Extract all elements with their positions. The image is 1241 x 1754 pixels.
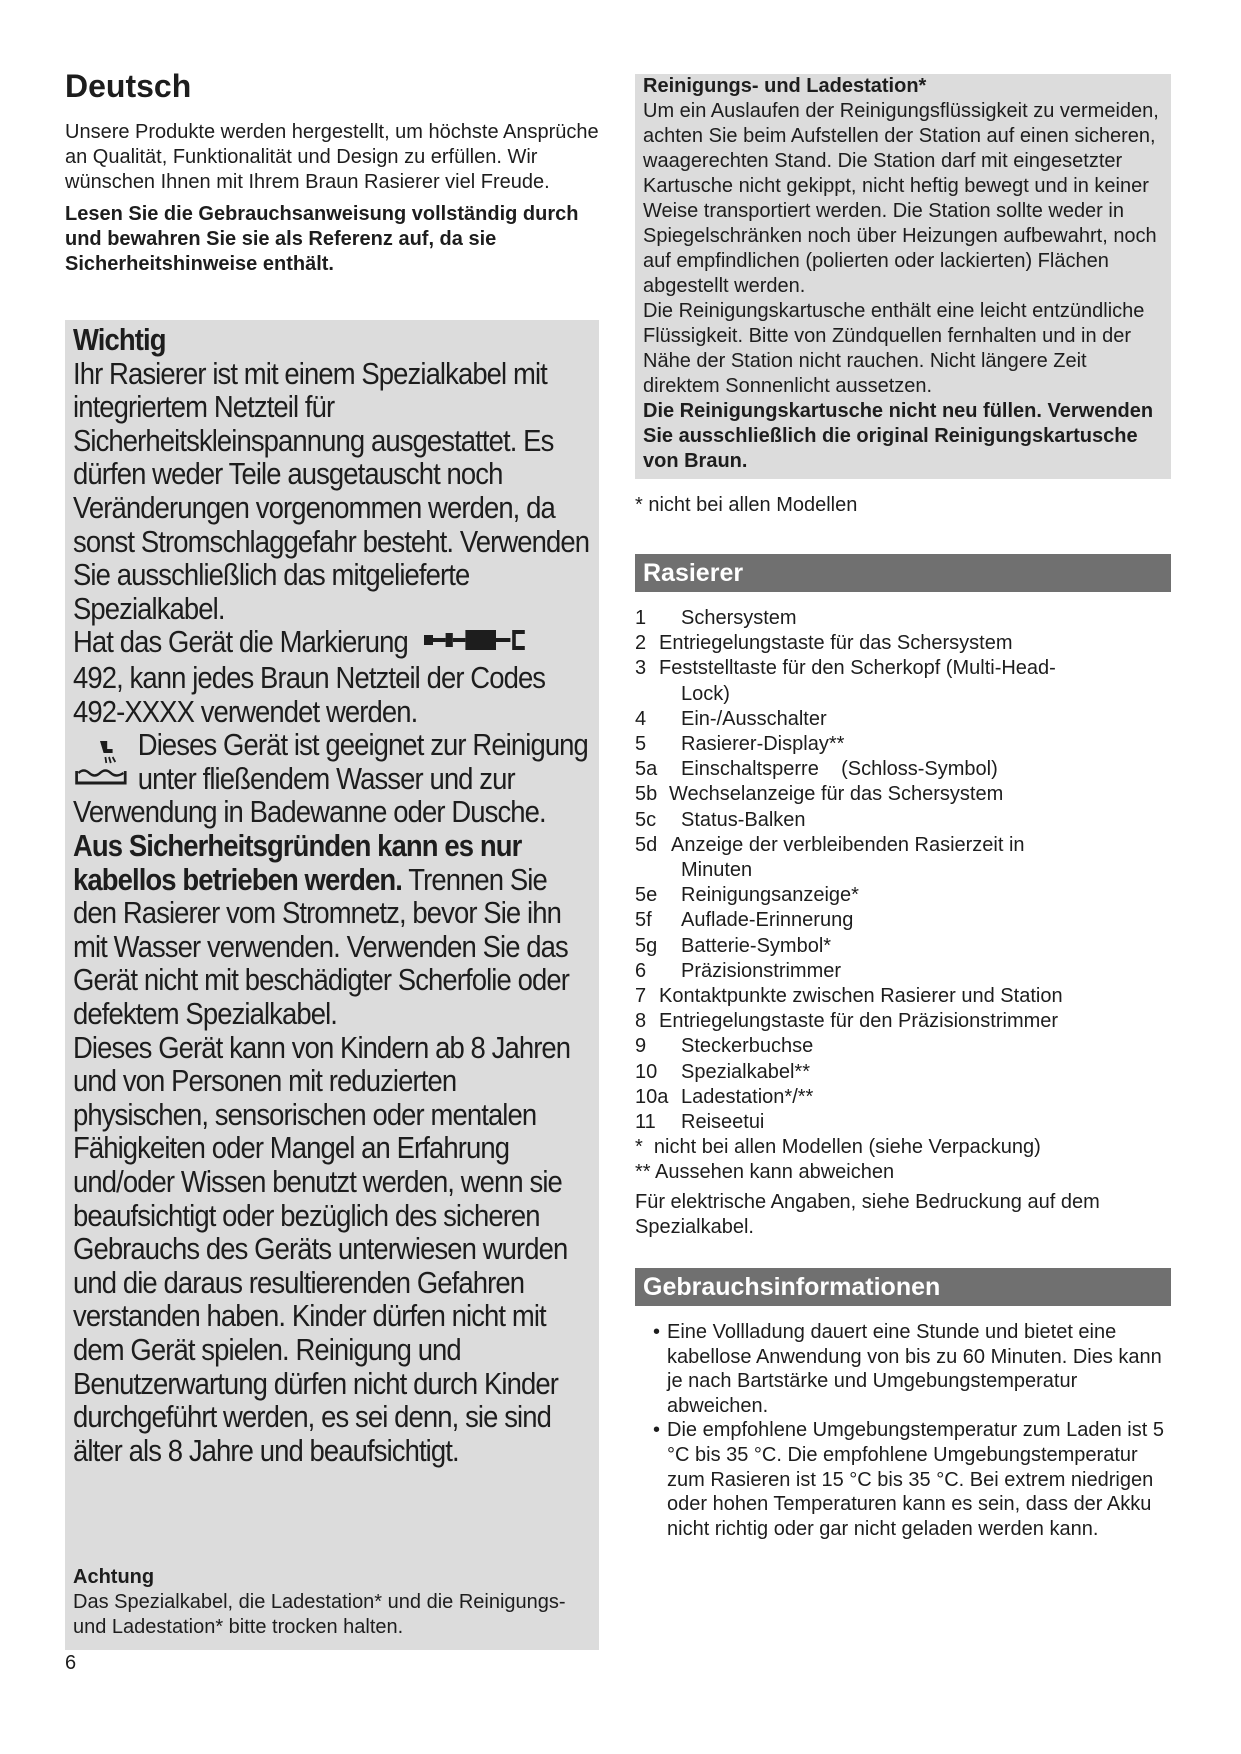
rinse-under-water-icon [73,737,129,795]
usage-list [635,1320,1175,1541]
list-item: 11 Reiseetui [635,1111,765,1134]
list-item: 6 Präzisionstrimmer [635,959,842,982]
language-heading: Deutsch [65,68,192,104]
list-item: • Die empfohlene Umgebungstemperatur zum Laden ist 5 °C bis 35 °C. Die empfohlene Umgebungstemperatur zum Rasieren ist 15 °C bis 35 °C. Bei extrem niedrigen oder hohen Temperaturen kann es sein, dass der Akku nicht richtig oder gar nicht geladen werden kann. [653,1419,1164,1540]
water-text-bold: Aus Sicherheitsgründen kann es nur kabellos betrieben werden. [73,829,522,897]
list-item: 10 Spezialkabel** [635,1060,810,1083]
list-item: 5c Status-Balken [635,808,806,831]
list-item: 10a Ladestation*/** [635,1085,814,1108]
section-bar-rasierer: Rasierer [635,554,1171,592]
caution-heading: Achtung [73,1566,155,1588]
list-item: 4 Ein-/Ausschalter [635,707,827,730]
important-box [65,320,599,1650]
list-item: 1 Schersystem [635,607,797,629]
station-heading: Reinigungs- und Ladestation* [643,75,927,97]
list-item: 5g Batterie-Symbol* [635,934,832,957]
marking-text-codes: 492, kann jedes Braun Netzteil der Codes 492-XXXX verwendet werden. [73,661,546,729]
electrical-info: Für elektrische Angaben, siehe Bedruckung auf dem Spezialkabel. [635,1190,1100,1238]
water-text-rest: Trennen Sie den Rasierer vom Stromnetz, bevor Sie ihn mit Wasser verwenden. Verwenden Sie das Gerät nicht mit beschädigter Scherfolie oder defektem Spezialkabel. [73,862,569,1032]
important-paragraph-marking [73,626,591,729]
caution-text: Das Spezialkabel, die Ladestation* und die Reinigungs- und Ladestation* bitte trocken halten. [73,1591,566,1638]
list-item: 5d Anzeige der verbleibenden Rasierzeit in [635,833,1025,856]
list-item: 8 Entriegelungstaste für den Präzisionstrimmer [635,1010,1059,1033]
station-box [635,74,1171,479]
marking-text: Hat das Gerät die Markierung [73,625,408,660]
important-paragraph-water [73,729,591,1031]
list-item: 3 Feststelltaste für den Scherkopf (Multi-Head- [635,657,1056,680]
station-footnote: * nicht bei allen Modellen [635,494,858,516]
list-item: 5b Wechselanzeige für das Schersystem [635,783,1004,806]
important-paragraph-children: Dieses Gerät kann von Kindern ab 8 Jahren und von Personen mit reduzierten physischen, sensorischen oder mentalen Fähigkeiten oder Mangel an Erfahrung und/oder Wissen benutzt werden, wenn sie beaufsichtigt oder bezüglich des sicheren Gebrauchs des Geräts unterwiesen wurden und die daraus resultierenden Gefahren verstanden haben. Kinder dürfen nicht mit dem Gerät spielen. Reinigung und Benutzerwartung dürfen nicht durch Kinder durchgeführt werden, es sei denn, sie sind älter als 8 Jahre und beaufsichtigt. [73,1030,571,1468]
left-column [65,66,605,277]
section-bar-gebrauch: Gebrauchsinformationen [635,1268,1171,1306]
page-number: 6 [65,1652,77,1674]
right-column [635,74,1175,1541]
parts-list [635,606,1175,1240]
intro-bold-text: Lesen Sie die Gebrauchsanweisung vollständig durch und bewahren Sie sie als Referenz auf, da sie Sicherheitshinweise enthält. [65,203,579,275]
station-paragraph-1: Um ein Auslaufen der Reinigungsflüssigkeit zu vermeiden, achten Sie beim Aufstellen der Station auf einen sicheren, waagerechten Stand. Die Station darf mit eingesetzter Kartusche nicht gekippt, nicht heftig bewegt und in keiner Weise transportiert werden. Die Station sollte weder in Spiegelschränken noch über Heizungen aufbewahrt, noch auf empfindlichen (polierten oder lackierten) Flächen abgestellt werden. [643,100,1159,297]
important-paragraph-cable: Ihr Rasierer ist mit einem Spezialkabel mit integriertem Netzteil für Sicherheitskleinspannung ausgestattet. Es dürfen weder Teile ausgetauscht noch Veränderungen vorgenommen werden, da sonst Stromschlaggefahr besteht. Verwenden Sie ausschließlich das mitgelieferte Spezialkabel. [73,356,590,626]
plug-marking-icon [420,626,537,662]
list-item: 5e Reinigungsanzeige* [635,884,859,907]
intro-text: Unsere Produkte werden hergestellt, um höchste Ansprüche an Qualität, Funktionalität und Design zu erfüllen. Wir wünschen Ihnen mit Ihrem Braun Rasierer viel Freude. [65,121,599,193]
list-item: 9 Steckerbuchse [635,1035,814,1058]
station-bold-note: Die Reinigungskartusche nicht neu füllen. Verwenden Sie ausschließlich die original Reinigungskartusche von Braun. [643,400,1154,472]
parts-note-appearance: ** Aussehen kann abweichen [635,1161,895,1184]
list-item: 5a Einschaltsperre (Schloss-Symbol) [635,758,998,781]
list-item: • Eine Vollladung dauert eine Stunde und bietet eine kabellose Anwendung von bis zu 60 Minuten. Dies kann je nach Bartstärke und Umgebungstemperatur abweichen. [653,1321,1162,1417]
list-item: 7 Kontaktpunkte zwischen Rasierer und Station [635,985,1063,1008]
list-item: 5f Auflade-Erinnerung [635,909,854,932]
important-heading: Wichtig [73,323,166,357]
list-item: 5 Rasierer-Display** [635,733,845,756]
list-item: 2 Entriegelungstaste für das Schersystem [635,632,1013,655]
parts-note-models: * nicht bei allen Modellen (siehe Verpackung) [635,1136,1041,1159]
list-item: Minuten [681,859,753,882]
water-text: Dieses Gerät ist geeignet zur Reinigung unter fließendem Wasser und zur Verwendung in Badewanne oder Dusche. [73,728,588,830]
list-item: Lock) [681,682,730,705]
station-paragraph-2: Die Reinigungskartusche enthält eine leicht entzündliche Flüssigkeit. Bitte von Zündquellen fernhalten und in der Nähe der Station nicht rauchen. Nicht längere Zeit direktem Sonnenlicht aussetzen. [643,300,1145,397]
